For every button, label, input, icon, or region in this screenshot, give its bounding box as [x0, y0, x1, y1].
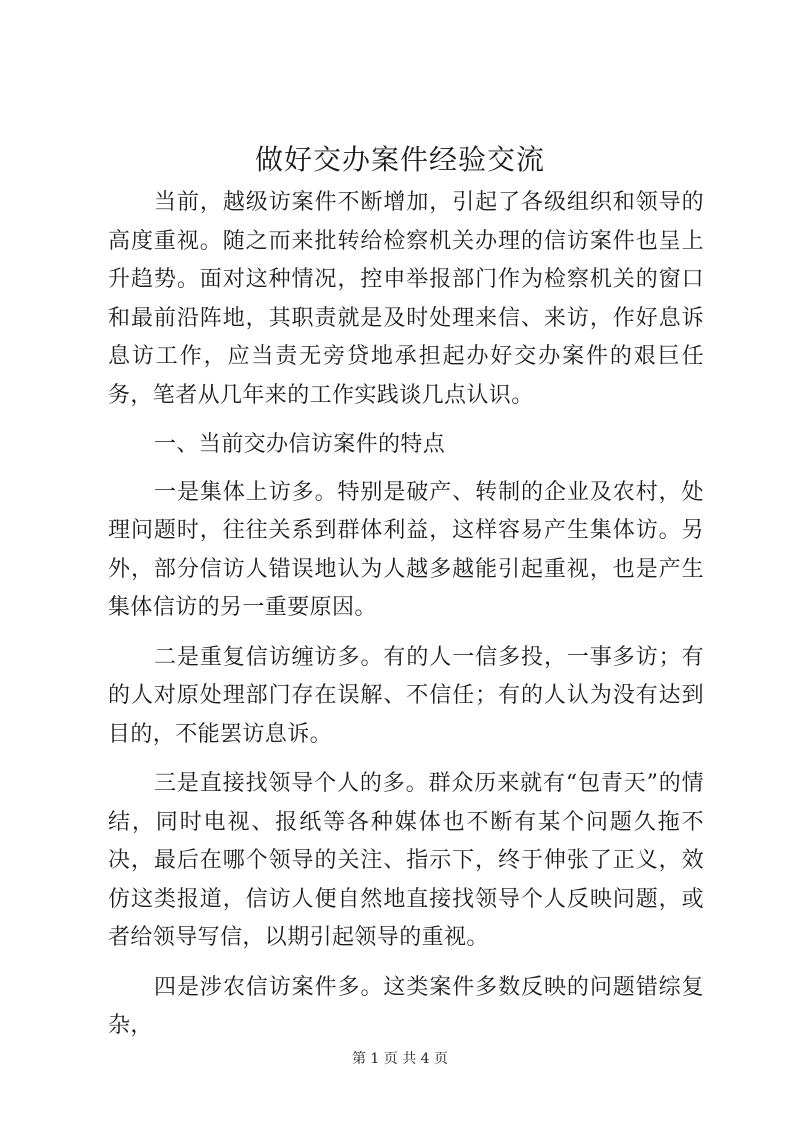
document-title: 做好交办案件经验交流 — [254, 143, 545, 176]
paragraph-intro: 当前，越级访案件不断增加，引起了各级组织和领导的高度重视。随之而来批转给检察机关办理的信访案件也呈上升趋势。面对这种情况，控申举报部门作为检察机关的窗口和最前沿阵地，其职责就是及时处理来信、来访，作好息诉息访工作，应当责无旁贷地承担起办好交办案件的艰巨任务，笔者从几年来的工作实践谈几点认识。 — [108, 190, 704, 408]
page-number-label: 第 1 页 共 4 页 — [351, 1051, 449, 1067]
document-body — [108, 184, 704, 1057]
paragraph-point-three: 三是直接找领导个人的多。群众历来就有“包青天”的情结，同时电视、报纸等各种媒体也不断有某个问题久拖不决，最后在哪个领导的关注、指示下，终于伸张了正义，效仿这类报道，信访人便自然地直接找领导个人反映问题，或者给领导写信，以期引起领导的重视。 — [108, 771, 704, 950]
paragraph-point-two: 二是重复信访缠访多。有的人一信多投，一事多访；有的人对原处理部门存在误解、不信任；有的人认为没有达到目的，不能罢访息诉。 — [108, 644, 704, 747]
section-heading: 一、当前交办信访案件的特点 — [154, 432, 446, 457]
paragraph-point-one: 一是集体上访多。特别是破产、转制的企业及农村，处理问题时，往往关系到群体利益，这样容易产生集体访。另外，部分信访人错误地认为人越多越能引起重视，也是产生集体信访的另一重要原因。 — [108, 479, 704, 620]
page-footer — [0, 1049, 800, 1069]
paragraph-point-four: 四是涉农信访案件多。这类案件多数反映的问题错综复杂， — [108, 974, 704, 1038]
